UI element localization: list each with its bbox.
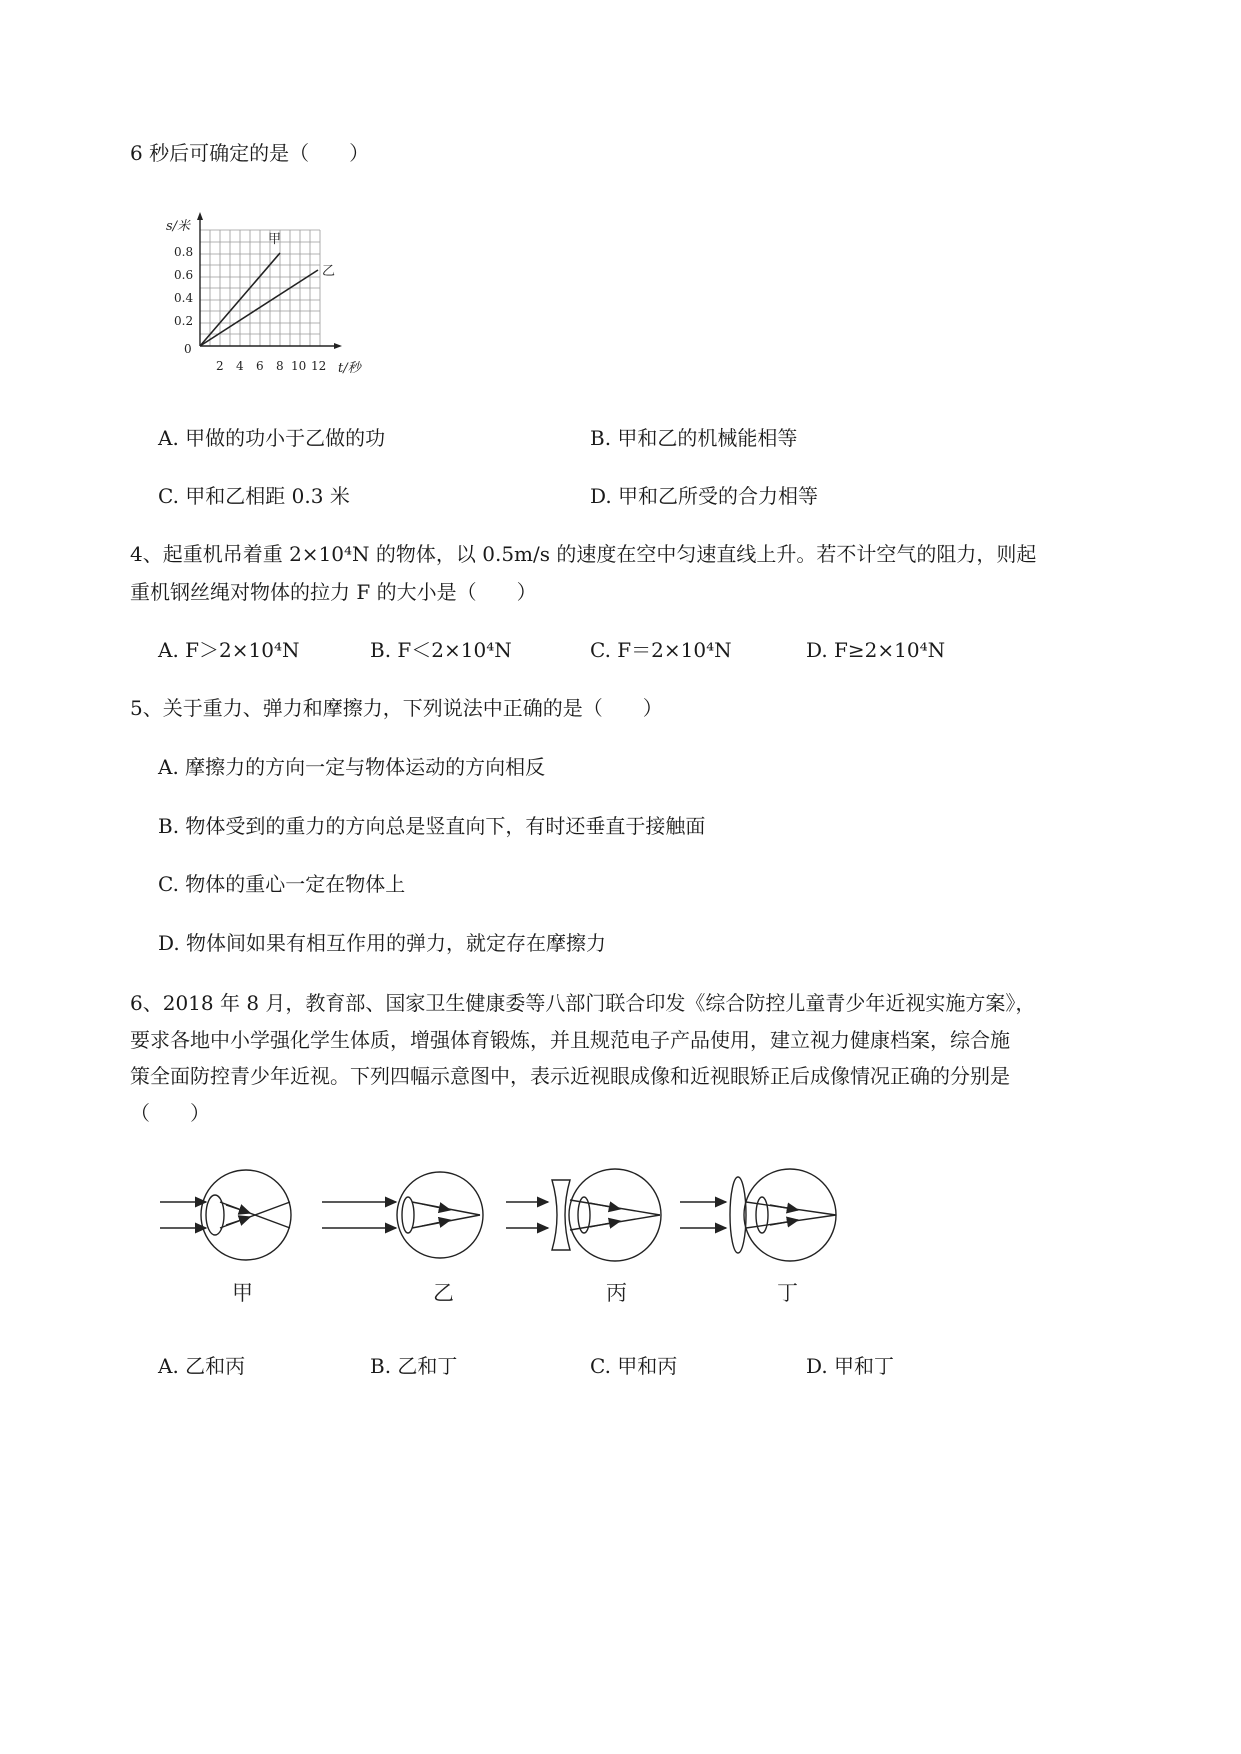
graph-grid — [200, 230, 320, 346]
eye-diagram-jia — [160, 1170, 291, 1260]
question-6-line-3: 策全面防控青少年近视。下列四幅示意图中，表示近视眼成像和近视眼矫正后成像情况正确的分别是 — [130, 1064, 1010, 1088]
x-axis-arrow — [334, 343, 342, 349]
q6-option-a[interactable]: A. 乙和丙 — [158, 1354, 246, 1378]
diagram-label-ding: 丁 — [777, 1282, 798, 1305]
eye-diagram-bing — [506, 1169, 661, 1261]
eye-diagrams — [150, 1160, 870, 1320]
x-tick-label: 8 — [276, 359, 284, 373]
x-axis-label: t/秒 — [338, 361, 361, 376]
q4-option-c[interactable]: C. F＝2×10⁴N — [590, 638, 732, 662]
y-axis-label: s/米 — [166, 219, 191, 234]
diagram-label-yi: 乙 — [433, 1282, 454, 1305]
option-c[interactable]: C. 甲和乙相距 0.3 米 — [158, 484, 350, 508]
diagram-label-bing: 丙 — [606, 1282, 627, 1305]
q6-option-b[interactable]: B. 乙和丁 — [370, 1354, 458, 1378]
y-tick-label: 0.2 — [174, 314, 194, 328]
question-6-line-4: （ ） — [130, 1101, 210, 1125]
q5-option-b[interactable]: B. 物体受到的重力的方向总是竖直向下，有时还垂直于接触面 — [158, 814, 706, 838]
question-4-line-2: 重机钢丝绳对物体的拉力 F 的大小是（ ） — [130, 580, 537, 604]
question-4-line-1: 4、起重机吊着重 2×10⁴N 的物体，以 0.5m/s 的速度在空中匀速直线上升。若不计空气的阻力，则起 — [130, 542, 1037, 566]
line-jia-label: 甲 — [268, 232, 282, 247]
q4-option-b[interactable]: B. F＜2×10⁴N — [370, 638, 512, 662]
y-tick-label: 0.4 — [174, 291, 194, 305]
x-tick-label: 12 — [311, 359, 327, 373]
x-tick-label: 4 — [236, 359, 244, 373]
question-6-line-2: 要求各地中小学强化学生体质，增强体育锻炼，并且规范电子产品使用，建立视力健康档案，综合施 — [130, 1028, 1010, 1052]
option-a[interactable]: A. 甲做的功小于乙做的功 — [158, 426, 386, 450]
y-tick-label: 0.8 — [174, 245, 194, 259]
q4-option-a[interactable]: A. F＞2×10⁴N — [158, 638, 300, 662]
question-6-line-1: 6、2018 年 8 月，教育部、国家卫生健康委等八部门联合印发《综合防控儿童青少年近视实施方案》， — [130, 991, 1036, 1015]
q5-option-d[interactable]: D. 物体间如果有相互作用的弹力，就定存在摩擦力 — [158, 931, 607, 955]
diagram-label-jia: 甲 — [232, 1282, 253, 1305]
option-b[interactable]: B. 甲和乙的机械能相等 — [590, 426, 798, 450]
q4-option-d[interactable]: D. F≥2×10⁴N — [806, 638, 946, 662]
x-tick-label: 2 — [216, 359, 224, 373]
y-axis-arrow — [197, 212, 203, 220]
y-tick-label: 0.6 — [174, 268, 194, 282]
st-graph — [160, 208, 420, 378]
question-5-stem: 5、关于重力、弹力和摩擦力，下列说法中正确的是（ ） — [130, 696, 663, 720]
q6-option-d[interactable]: D. 甲和丁 — [806, 1354, 895, 1378]
line-yi-label: 乙 — [322, 264, 336, 279]
origin-label: 0 — [184, 342, 192, 356]
question-intro-line: 6 秒后可确定的是（ ） — [130, 141, 370, 165]
x-tick-label: 6 — [256, 359, 264, 373]
q5-option-c[interactable]: C. 物体的重心一定在物体上 — [158, 872, 406, 896]
eye-diagram-yi — [322, 1172, 483, 1258]
option-d[interactable]: D. 甲和乙所受的合力相等 — [590, 484, 819, 508]
eye-diagram-ding — [680, 1169, 836, 1261]
q5-option-a[interactable]: A. 摩擦力的方向一定与物体运动的方向相反 — [158, 755, 546, 779]
x-tick-label: 10 — [291, 359, 307, 373]
q6-option-c[interactable]: C. 甲和丙 — [590, 1354, 678, 1378]
